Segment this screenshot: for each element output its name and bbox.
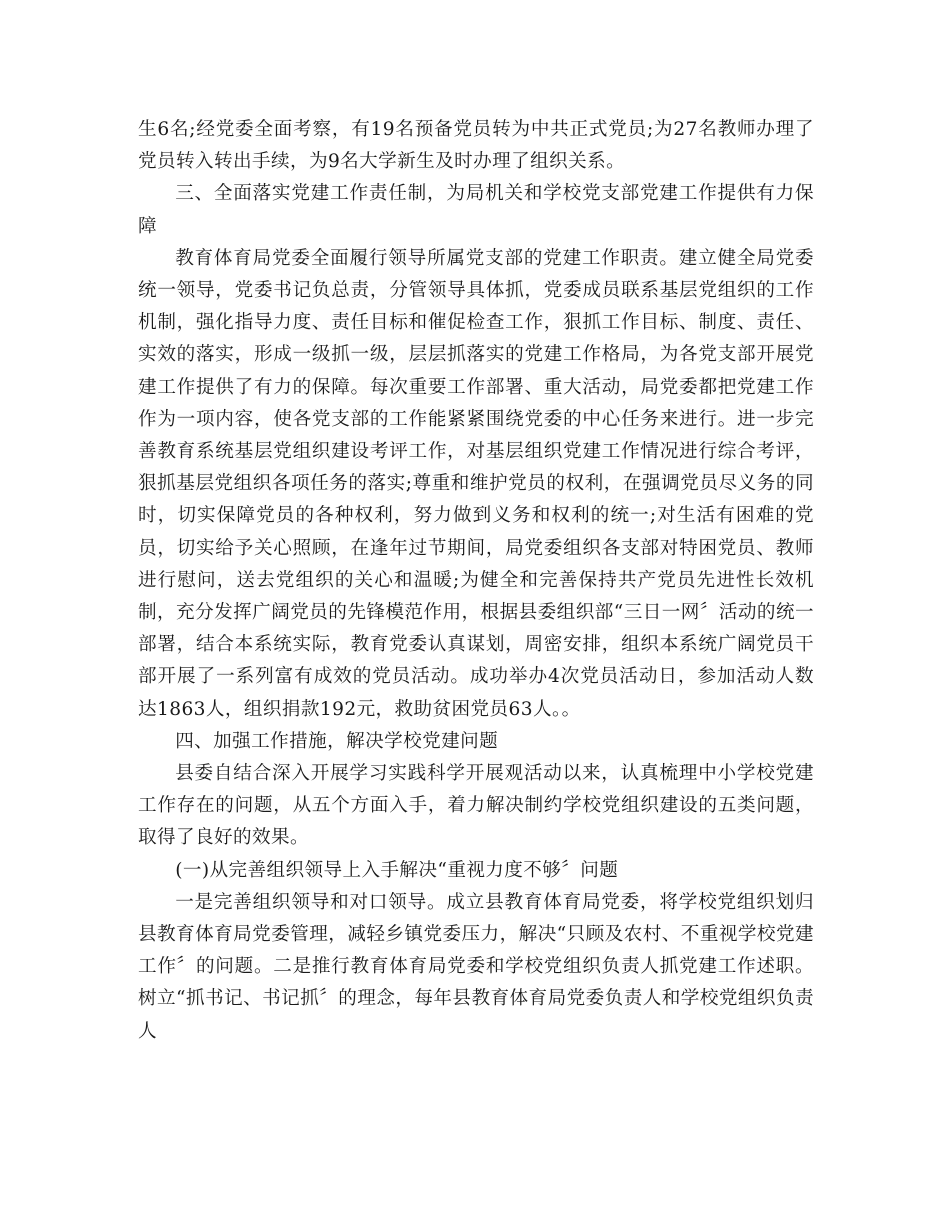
paragraph-county-committee: 县委自结合深入开展学习实践科学开展观活动以来，认真梳理中小学校党建工作存在的问题，从五个方面入手，着力解决制约学校党组织建设的五类问题，取得了良好的效果。 [138,763,814,849]
paragraph-organization-leadership: 一是完善组织领导和对口领导。成立县教育体育局党委，将学校党组织划归县教育体育局党委管理，减轻乡镇党委压力，解决“只顾及农村、不重视学校党建工作〞的问题。二是推行教育体育局党委和学校党组织负责人抓党建工作述职。树立“抓书记、书记抓〞的理念，每年县教育体育局党委负责人和学校党组织负责人 [138,891,814,1042]
section-heading-three: 三、全面落实党建工作责任制，为局机关和学校党支部党建工作提供有力保障 [138,183,814,237]
paragraph-party-responsibility: 教育体育局党委全面履行领导所属党支部的党建工作职责。建立健全局党委统一领导，党委书记负总责，分管领导具体抓，党委成员联系基层党组织的工作机制，强化指导力度、责任目标和催促检查工作，狠抓工作目标、制度、责任、实效的落实，形成一级抓一级，层层抓落实的党建工作格局，为各党支部开展党建工作提供了有力的保障。每次重要工作部署、重大活动，局党委都把党建工作作为一项内容，使各党支部的工作能紧紧围绕党委的中心任务来进行。进一步完善教育系统基层党组织建设考评工作，对基层组织党建工作情况进行综合考评，狠抓基层党组织各项任务的落实;尊重和维护党员的权利，在强调党员尽义务的同时，切实保障党员的各种权利，努力做到义务和权利的统一;对生活有困难的党员，切实给予关心照顾，在逢年过节期间，局党委组织各支部对特困党员、教师进行慰问，送去党组织的关心和温暖;为健全和完善保持共产党员先进性长效机制，充分发挥广阔党员的先锋模范作用，根据县委组织部“三日一网〞活动的统一部署，结合本系统实际，教育党委认真谋划，周密安排，组织本系统广阔党员干部开展了一系列富有成效的党员活动。成功举办4次党员活动日，参加活动人数达1863人，组织捐款192元，救助贫困党员63人。。 [138,247,814,720]
paragraph-continuation: 生6名;经党委全面考察，有19名预备党员转为中共正式党员;为27名教师办理了党员转入转出手续，为9名大学新生及时办理了组织关系。 [138,119,814,173]
section-heading-four: 四、加强工作措施，解决学校党建问题 [175,730,499,752]
document-body [138,114,814,1048]
subsection-heading-one: (一)从完善组织领导上入手解决“重视力度不够〞问题 [175,859,619,881]
